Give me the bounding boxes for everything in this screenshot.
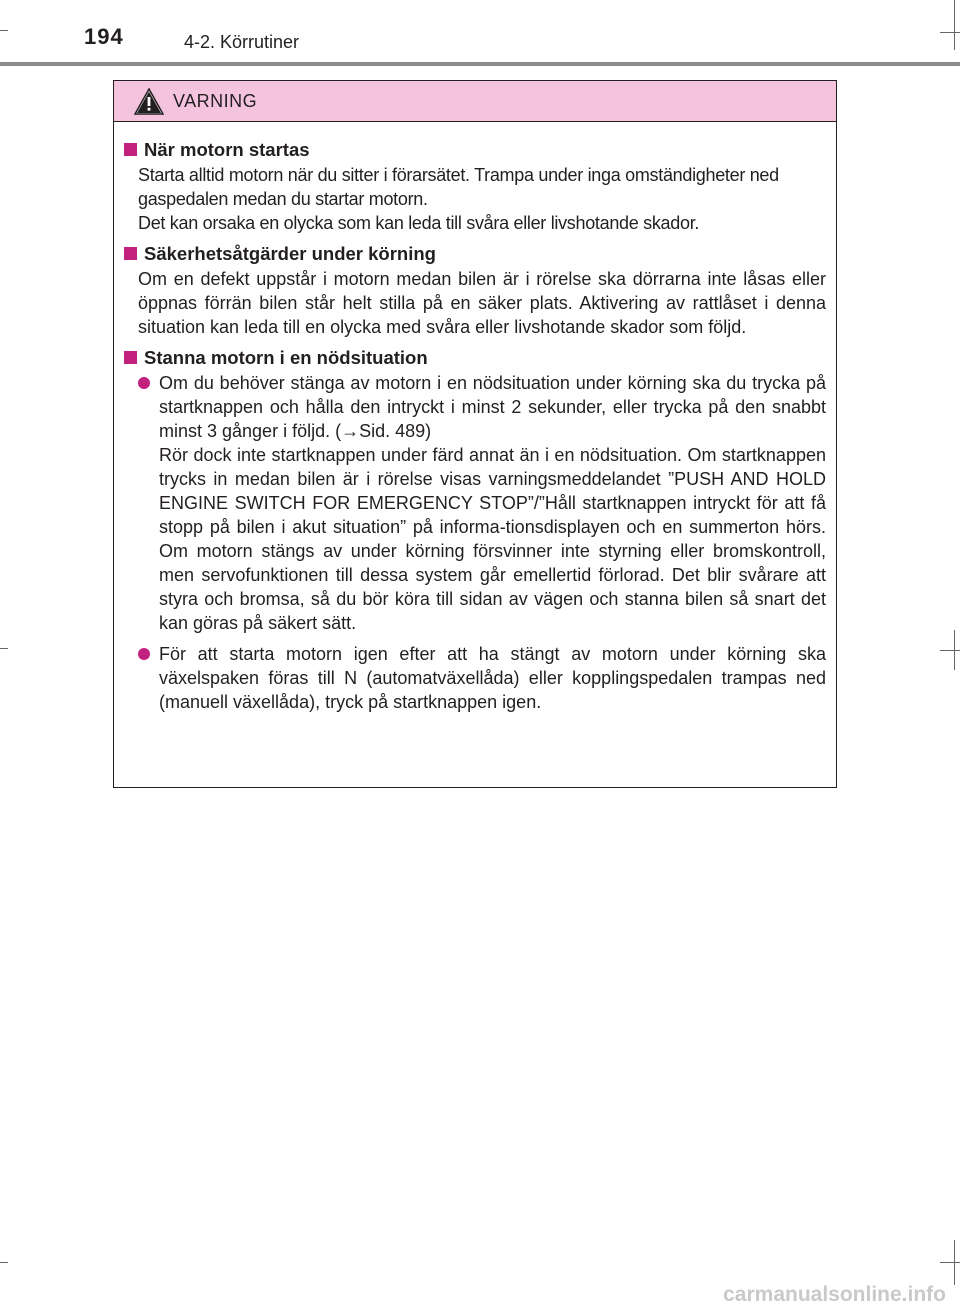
crop-mark	[940, 650, 960, 651]
crop-mark	[0, 648, 8, 649]
bullet-text	[159, 642, 826, 714]
paragraph: Om du behöver stänga av motorn i en nödsituation under körning ska du trycka på startknappen och hålla den intryckt i minst 2 sekunder, eller trycka på den snabbt minst 3 gånger i följd. (→Sid. 489)	[159, 373, 826, 441]
block-title	[124, 346, 826, 370]
warning-header	[114, 81, 836, 122]
round-bullet-icon	[138, 377, 150, 389]
crop-mark	[0, 1262, 8, 1263]
header-rule	[0, 62, 960, 66]
crop-mark	[0, 30, 8, 31]
warning-body	[114, 122, 836, 714]
warning-box	[113, 80, 837, 788]
paragraph: Rör dock inte startknappen under färd annat än i en nödsituation. Om startknappen trycks in medan bilen är i rörelse visas varningsmeddelandet ”PUSH AND HOLD ENGINE SWITCH FOR EMERGENCY STOP”/”Håll startknappen intryckt för att få stopp på bilen i akut situation” på informa-tionsdisplayen och en summerton hörs. Om motorn stängs av under körning försvinner inte styrning eller bromskontroll, men servofunktionen till dessa system går emellertid förlorad. Det blir svårare att styra och bromsa, så du bör köra till sidan av vägen och stanna bilen så snart det kan göras på säkert sätt.	[159, 445, 826, 633]
crop-mark	[940, 32, 960, 33]
block-engine-start	[124, 138, 826, 235]
warning-triangle-icon	[134, 88, 164, 115]
block-text	[138, 267, 826, 339]
block-title	[124, 242, 826, 266]
list-item	[138, 371, 826, 635]
section-title: 4-2. Körrutiner	[184, 32, 300, 52]
block-text	[138, 163, 826, 235]
list-item	[138, 642, 826, 714]
block-title-text: När motorn startas	[144, 139, 310, 160]
paragraph: För att starta motorn igen efter att ha stängt av motorn under körning ska växelspaken föras till N (automatväxellåda) eller kopplingspedalen trampas ned (manuell växellåda), tryck på startknappen igen.	[159, 644, 826, 712]
paragraph: Det kan orsaka en olycka som kan leda till svåra eller livshotande skador.	[138, 213, 700, 233]
bullet-text	[159, 371, 826, 635]
block-driving-safety	[124, 242, 826, 339]
watermark: carmanualsonline.info	[723, 1283, 946, 1306]
paragraph: Om en defekt uppstår i motorn medan bilen är i rörelse ska dörrarna inte låsas eller öppnas förrän bilen står helt stilla på en säker plats. Aktivering av rattlåset i denna situation kan leda till en olycka med svåra eller livshotande skador som följd.	[138, 269, 826, 337]
block-title	[124, 138, 826, 162]
paragraph: Starta alltid motorn när du sitter i förarsätet. Trampa under inga omständigheter ned gaspedalen medan du startar motorn.	[138, 165, 779, 209]
block-emergency-stop	[124, 346, 826, 714]
round-bullet-icon	[138, 648, 150, 660]
page-number: 194	[84, 24, 124, 49]
block-title-text: Säkerhetsåtgärder under körning	[144, 243, 436, 264]
crop-mark	[954, 0, 955, 50]
square-bullet-icon	[124, 351, 137, 364]
block-title-text: Stanna motorn i en nödsituation	[144, 347, 428, 368]
crop-mark	[940, 1262, 960, 1263]
square-bullet-icon	[124, 143, 137, 156]
warning-label: VARNING	[173, 91, 258, 111]
square-bullet-icon	[124, 247, 137, 260]
